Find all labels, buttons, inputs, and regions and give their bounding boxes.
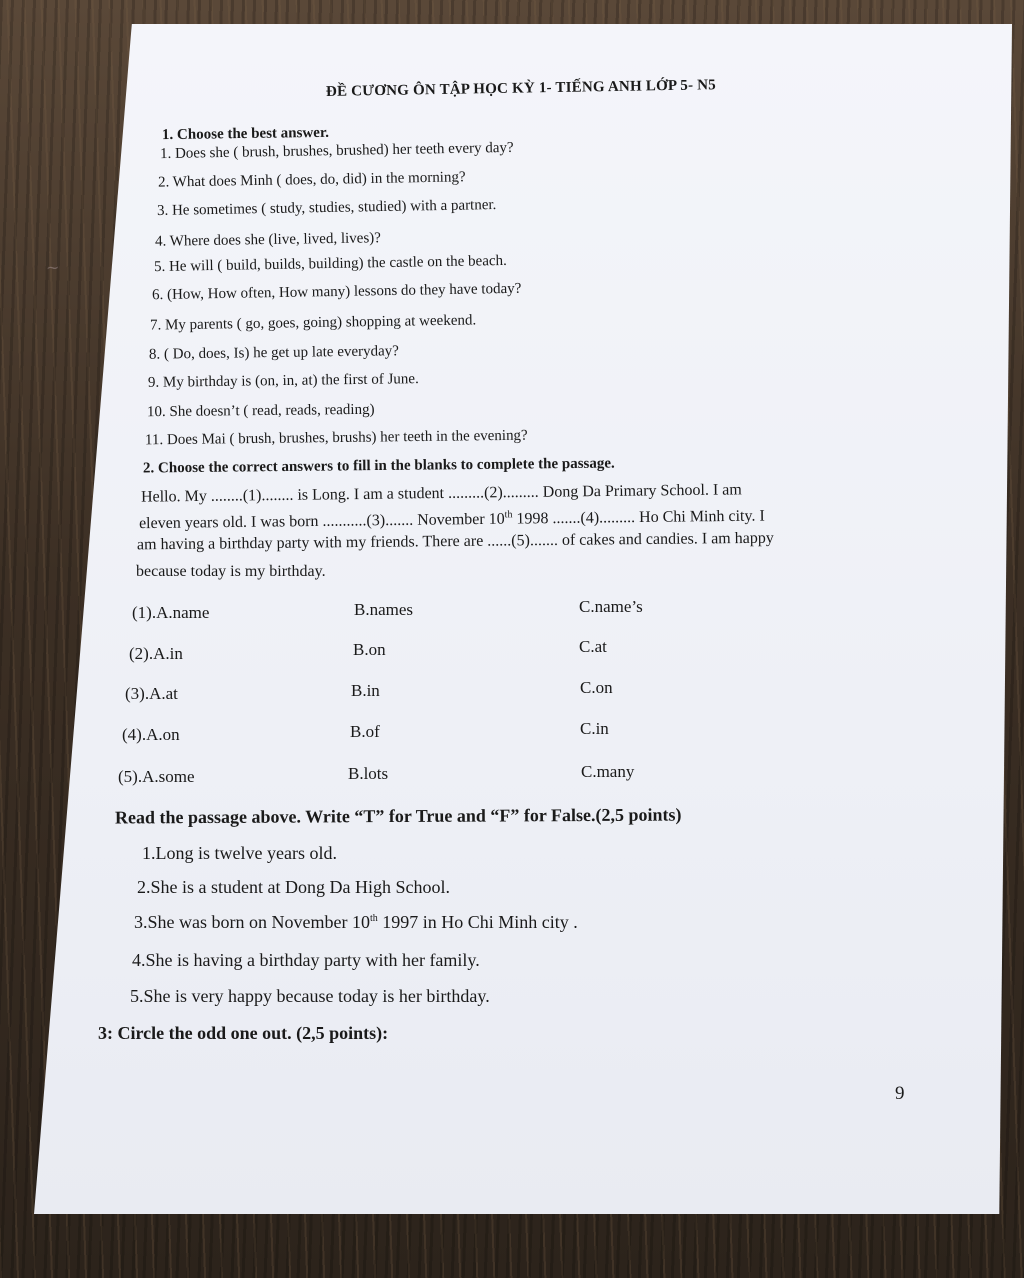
question-4: 4. Where does she (live, lived, lives)?: [154, 230, 382, 250]
passage-line-1: Hello. My ........(1)........ is Long. I am a student .........(2)......... Dong Da Primary School. I am: [140, 481, 742, 506]
true-false-heading: Read the passage above. Write “T” for True and “F” for False.(2,5 points): [114, 804, 682, 828]
option-4-a: (4).A.on: [122, 725, 180, 744]
question-1: 1. Does she ( brush, brushes, brushed) her teeth every day?: [159, 139, 514, 163]
tf-item-2: 2.She is a student at Dong Da High School.: [137, 877, 450, 897]
question-6: 6. (How, How often, How many) lessons do they have today?: [151, 280, 522, 304]
tf-item-1: 1.Long is twelve years old.: [142, 843, 337, 863]
section1-heading: 1. Choose the best answer.: [161, 124, 330, 144]
question-5: 5. He will ( build, builds, building) the castle on the beach.: [153, 252, 507, 276]
section3-heading: 3: Circle the odd one out. (2,5 points):: [98, 1023, 389, 1043]
option-5-a: (5).A.some: [118, 767, 195, 786]
page-title: ĐỀ CƯƠNG ÔN TẬP HỌC KỲ 1- TIẾNG ANH LỚP 5- N5: [325, 77, 717, 100]
option-5-b: B.lots: [348, 764, 389, 783]
option-3-c: C.on: [580, 678, 613, 697]
option-3-a: (3).A.at: [125, 684, 178, 703]
question-11: 11. Does Mai ( brush, brushes, brushs) her teeth in the evening?: [144, 427, 528, 449]
option-2-c: C.at: [579, 637, 607, 656]
section2-heading: 2. Choose the correct answers to fill in the blanks to complete the passage.: [142, 455, 615, 477]
question-3: 3. He sometimes ( study, studies, studied) with a partner.: [156, 197, 497, 219]
option-1-a: (1).A.name: [132, 603, 210, 622]
passage-line-4: because today is my birthday.: [136, 563, 326, 580]
option-4-b: B.of: [350, 722, 380, 741]
tf-item-3: 3.She was born on November 10th 1997 in Ho Chi Minh city .: [134, 912, 578, 932]
tf-item-5: 5.She is very happy because today is her birthday.: [130, 986, 490, 1006]
passage-line-3: am having a birthday party with my friends. There are ......(5)....... of cakes and candies. I am happy: [136, 529, 774, 554]
option-4-c: C.in: [580, 719, 609, 738]
option-3-b: B.in: [351, 681, 380, 700]
question-9: 9. My birthday is (on, in, at) the first of June.: [147, 371, 419, 391]
tf-item-4: 4.She is having a birthday party with her family.: [132, 950, 480, 970]
question-8: 8. ( Do, does, Is) he get up late everyday?: [148, 343, 400, 363]
option-2-b: B.on: [353, 640, 386, 659]
passage-line-2: eleven years old. I was born ...........(3)....... November 10th 1998 .......(4)......... Ho Chi Minh city. I: [138, 507, 765, 533]
option-1-c: C.name’s: [579, 597, 643, 616]
question-7: 7. My parents ( go, goes, going) shopping at weekend.: [149, 312, 477, 334]
option-1-b: B.names: [354, 600, 414, 619]
page-number: 9: [895, 1083, 905, 1104]
option-5-c: C.many: [581, 762, 635, 781]
question-10: 10. She doesn’t ( read, reads, reading): [146, 401, 375, 421]
desk-scribble: ~: [46, 258, 60, 277]
question-2: 2. What does Minh ( does, do, did) in the morning?: [157, 169, 466, 191]
option-2-a: (2).A.in: [129, 644, 183, 663]
